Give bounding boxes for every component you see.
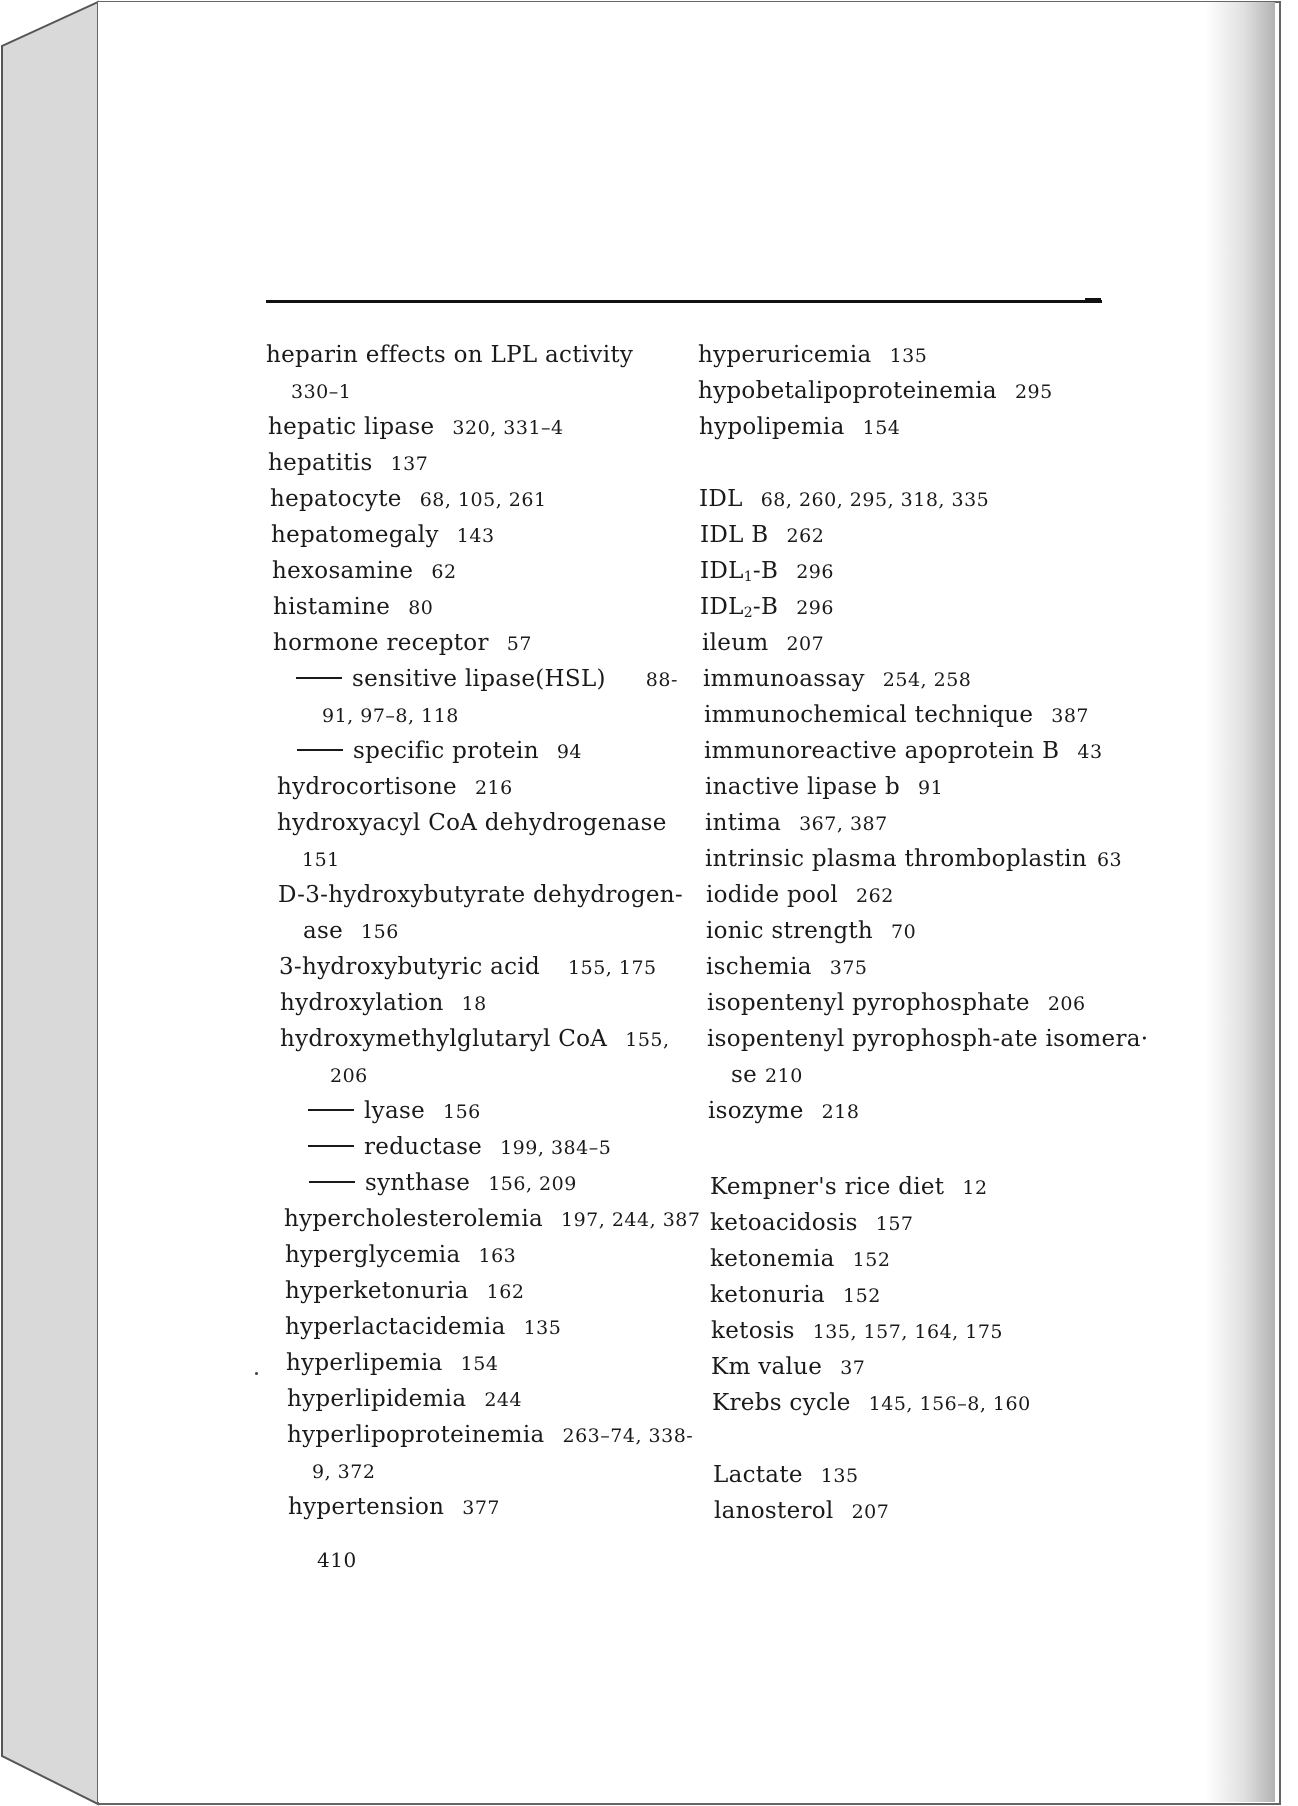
entry-pages: 151: [302, 849, 340, 871]
entry-term: IDL: [699, 486, 743, 512]
index-entry: [705, 808, 888, 839]
entry-term: specific protein: [353, 738, 539, 764]
entry-term: IDL: [700, 594, 744, 620]
index-entry: [710, 1172, 988, 1203]
entry-term: hexosamine: [272, 558, 414, 584]
entry-term: immunoreactive apoprotein B: [704, 738, 1060, 764]
entry-pages: 155, 175: [568, 957, 657, 979]
entry-pages: 207: [786, 633, 825, 655]
entry-term: hyperlipoproteinemia: [287, 1422, 545, 1448]
entry-subscript: 1: [743, 569, 753, 585]
entry-term: hydroxylation: [280, 990, 444, 1016]
entry-term: IDL: [700, 558, 744, 584]
index-entry: [296, 664, 678, 695]
entry-term: isopentenyl pyrophosph-ate isomera·: [707, 1026, 1149, 1052]
entry-term: hyperlipidemia: [287, 1386, 467, 1412]
entry-pages: 375: [829, 957, 868, 979]
entry-term: ketonuria: [710, 1282, 826, 1308]
entry-pages: 91: [917, 777, 944, 799]
entry-pages: 135: [820, 1465, 859, 1487]
index-entry: [266, 340, 633, 370]
index-entry: [698, 376, 1053, 407]
index-entry: [707, 988, 1086, 1019]
entry-pages: 254, 258: [882, 669, 972, 691]
entry-term: ketosis: [711, 1318, 795, 1344]
entry-pages: 88-: [645, 669, 678, 691]
index-entry: [713, 1460, 859, 1491]
repeat-dash: [308, 1109, 354, 1111]
index-entry: [277, 772, 513, 803]
index-entry: [312, 1456, 375, 1487]
entry-pages: 387: [1051, 705, 1090, 727]
entry-pages: 12: [962, 1177, 988, 1199]
index-entry: [285, 1276, 524, 1307]
repeat-dash: [309, 1181, 355, 1183]
index-entry: [705, 772, 943, 803]
index-entry: [704, 700, 1089, 731]
index-entry: [268, 412, 564, 443]
repeat-dash: [297, 749, 343, 751]
index-entry: [287, 1384, 522, 1415]
entry-pages: 80: [408, 597, 434, 619]
index-page: [98, 2, 1275, 1802]
entry-term: hydroxymethylglutaryl CoA: [280, 1026, 608, 1052]
entry-pages: 262: [786, 525, 825, 547]
entry-term: hyperuricemia: [698, 342, 872, 368]
entry-term: reductase: [364, 1134, 483, 1160]
header-rule-end: [1085, 298, 1101, 303]
index-entry: [707, 1024, 1148, 1054]
index-entry: [708, 1096, 859, 1127]
entry-pages: 296: [796, 561, 834, 583]
index-entry: [704, 736, 1103, 767]
index-entry: [297, 736, 582, 767]
entry-term: 3-hydroxybutyric acid: [279, 954, 541, 980]
entry-term: hyperlactacidemia: [285, 1314, 506, 1340]
index-entry: [288, 1492, 500, 1523]
entry-term: hydrocortisone: [277, 774, 457, 800]
entry-term: intrinsic plasma thromboplastin: [705, 846, 1087, 872]
entry-term: D-3-hydroxybutyrate dehydrogen-: [278, 882, 683, 908]
index-entry: [280, 988, 487, 1019]
entry-term: hepatitis: [268, 450, 373, 476]
entry-term: hypertension: [288, 1494, 445, 1520]
index-entry: [287, 1420, 693, 1451]
index-entry: [291, 376, 351, 407]
index-entry: [270, 484, 547, 515]
entry-pages: 43: [1077, 741, 1103, 763]
page-edge-shadow: [1205, 2, 1275, 1802]
entry-term-suffix: -B: [752, 594, 779, 620]
index-entry: [322, 700, 459, 731]
index-entry: [711, 1316, 1003, 1347]
entry-pages: 157: [875, 1213, 914, 1235]
entry-pages: 197, 244, 387: [561, 1209, 701, 1231]
index-entry: [712, 1388, 1031, 1419]
entry-pages: 62: [431, 561, 457, 583]
entry-term: IDL B: [700, 522, 769, 548]
entry-term: isozyme: [708, 1098, 804, 1124]
entry-term: intima: [705, 810, 782, 836]
entry-term: lanosterol: [714, 1498, 834, 1524]
entry-term: se: [731, 1062, 758, 1088]
entry-pages: 143: [456, 525, 495, 547]
entry-term: ketoacidosis: [710, 1210, 858, 1236]
index-entry: [308, 1096, 481, 1127]
entry-term: ileum: [702, 630, 769, 656]
index-entry: [303, 916, 399, 947]
entry-pages: 68, 260, 295, 318, 335: [760, 489, 990, 511]
repeat-dash: [296, 677, 342, 679]
entry-term: inactive lipase b: [705, 774, 900, 800]
index-entry: [700, 520, 824, 551]
index-entry: [302, 844, 340, 875]
entry-term: histamine: [273, 594, 391, 620]
entry-term: hyperlipemia: [286, 1350, 443, 1376]
entry-term: isopentenyl pyrophosphate: [707, 990, 1030, 1016]
entry-pages: 135: [889, 345, 928, 367]
entry-term: lyase: [364, 1098, 425, 1124]
entry-pages: 210: [765, 1065, 803, 1087]
entry-pages: 154: [862, 417, 901, 439]
index-entry: [273, 592, 433, 623]
entry-pages: 263–74, 338-: [562, 1425, 694, 1447]
entry-subscript: 2: [743, 605, 753, 621]
entry-term: Kempner's rice diet: [710, 1174, 945, 1200]
entry-term: ischemia: [706, 954, 812, 980]
index-entry: [714, 1496, 889, 1527]
index-entry: [706, 952, 868, 983]
entry-pages: 145, 156–8, 160: [868, 1393, 1031, 1415]
index-entry: [699, 484, 989, 515]
entry-pages: 218: [821, 1101, 860, 1123]
entry-pages: 262: [856, 885, 894, 907]
entry-term: hepatic lipase: [268, 414, 435, 440]
entry-pages: 152: [843, 1285, 881, 1307]
entry-term: hyperketonuria: [285, 1278, 469, 1304]
index-entry: [711, 1352, 865, 1383]
index-entry: [277, 808, 667, 838]
entry-pages: 155,: [625, 1029, 670, 1051]
index-entry: [273, 628, 532, 659]
index-entry: [706, 880, 894, 911]
entry-pages: 216: [474, 777, 513, 799]
index-entry: [285, 1312, 561, 1343]
entry-pages: 163: [478, 1245, 517, 1267]
entry-pages: 199, 384–5: [500, 1137, 612, 1159]
entry-pages: 320, 331–4: [452, 417, 564, 439]
entry-pages: 91, 97–8, 118: [322, 705, 459, 727]
entry-pages: 156, 209: [488, 1173, 577, 1195]
entry-term: Km value: [711, 1354, 823, 1380]
entry-term: ase: [303, 918, 344, 944]
index-entry: [731, 1060, 803, 1091]
index-entry: [702, 628, 824, 659]
index-entry: [330, 1060, 368, 1091]
entry-pages: 63: [1096, 849, 1123, 871]
index-entry: [279, 952, 657, 983]
entry-pages: 296: [796, 597, 834, 619]
repeat-dash: [308, 1145, 354, 1147]
index-entry: [285, 1240, 516, 1271]
entry-pages: 206: [1047, 993, 1086, 1015]
index-entry: [284, 1204, 700, 1235]
entry-pages: 9, 372: [312, 1461, 376, 1483]
entry-term: hyperglycemia: [285, 1242, 461, 1268]
entry-term: iodide pool: [706, 882, 839, 908]
index-entry: [699, 412, 900, 443]
entry-pages: 18: [461, 993, 487, 1015]
entry-term: Krebs cycle: [712, 1390, 851, 1416]
entry-term: hepatomegaly: [271, 522, 439, 548]
entry-term: ionic strength: [706, 918, 874, 944]
index-entry: [308, 1132, 611, 1163]
entry-pages: 207: [851, 1501, 890, 1523]
entry-pages: 206: [330, 1065, 368, 1087]
entry-pages: 156: [442, 1101, 481, 1123]
entry-pages: 94: [556, 741, 583, 763]
entry-pages: 330–1: [291, 381, 352, 403]
entry-pages: 135, 157, 164, 175: [812, 1321, 1004, 1343]
entry-pages: 295: [1014, 381, 1053, 403]
index-entry: [280, 1024, 670, 1055]
entry-term: ketonemia: [710, 1246, 835, 1272]
entry-pages: 135: [523, 1317, 562, 1339]
entry-term: hormone receptor: [273, 630, 489, 656]
index-entry: [710, 1244, 890, 1275]
index-entry: [698, 340, 927, 371]
print-speck: [255, 1372, 258, 1375]
entry-pages: 68, 105, 261: [419, 489, 547, 511]
entry-term: immunochemical technique: [704, 702, 1034, 728]
index-entry: [271, 520, 495, 551]
entry-term-suffix: -B: [752, 558, 779, 584]
page-number: 410: [317, 1548, 357, 1572]
entry-pages: 154: [460, 1353, 499, 1375]
entry-term: immunoassay: [703, 666, 865, 692]
index-entry: [703, 664, 971, 695]
entry-term: hydroxyacyl CoA dehydrogenase: [277, 810, 667, 836]
entry-term: Lactate: [713, 1462, 803, 1488]
index-entry: [710, 1208, 914, 1239]
index-entry: [706, 916, 916, 947]
entry-pages: 57: [506, 633, 532, 655]
entry-term: hepatocyte: [270, 486, 402, 512]
index-entry: [286, 1348, 498, 1379]
entry-pages: 137: [390, 453, 429, 475]
entry-pages: 377: [462, 1497, 500, 1519]
entry-pages: 37: [840, 1357, 866, 1379]
index-entry: [272, 556, 457, 587]
entry-pages: 152: [852, 1249, 891, 1271]
index-entry: [268, 448, 428, 479]
entry-term: heparin effects on LPL activity: [266, 342, 634, 368]
index-entry: [700, 556, 834, 592]
index-entry: [309, 1168, 577, 1199]
entry-pages: 244: [484, 1389, 523, 1411]
entry-pages: 70: [891, 921, 917, 943]
header-rule: [266, 300, 1102, 303]
entry-pages: 367, 387: [799, 813, 888, 835]
entry-pages: 162: [486, 1281, 525, 1303]
index-entry: [705, 844, 1122, 875]
entry-term: hypobetalipoproteinemia: [698, 378, 997, 404]
index-entry: [278, 880, 683, 910]
entry-term: hypercholesterolemia: [284, 1206, 543, 1232]
entry-term: hypolipemia: [699, 414, 845, 440]
index-entry: [700, 592, 834, 628]
entry-term: sensitive lipase(HSL): [352, 666, 606, 692]
entry-term: synthase: [365, 1170, 471, 1196]
index-entry: [710, 1280, 881, 1311]
entry-pages: 156: [361, 921, 399, 943]
